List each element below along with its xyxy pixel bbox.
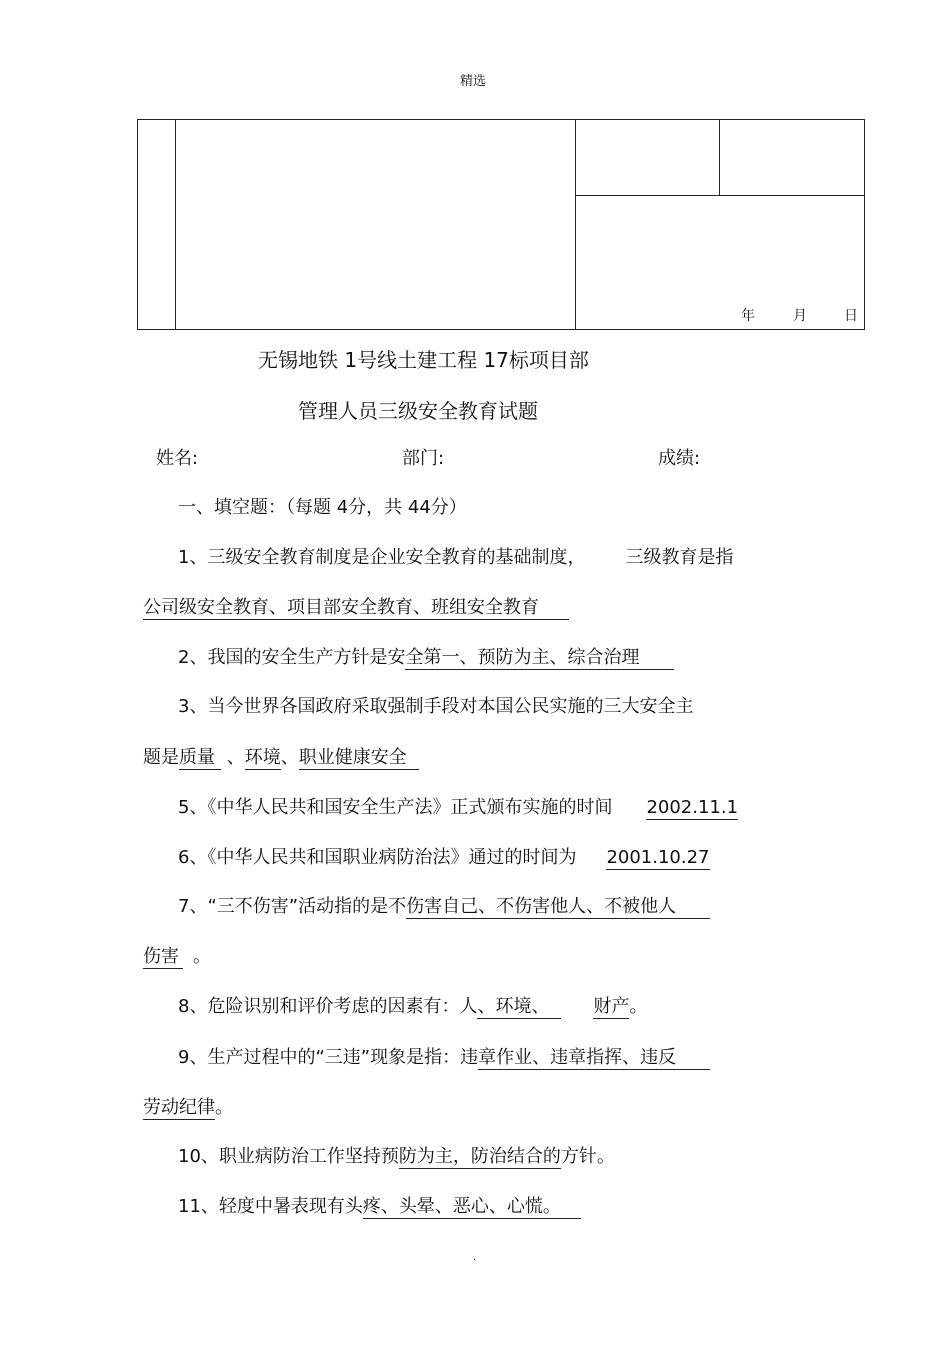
date-year: 年 <box>741 308 755 324</box>
answer-blank: 劳动纪律 <box>143 1097 215 1118</box>
question-text: 1、三级安全教育制度是企业安全教育的基础制度， <box>178 547 586 568</box>
answer-blank: 、环境、 <box>477 996 561 1019</box>
answer-blank: 伤害 <box>143 946 183 969</box>
date-month: 月 <box>793 308 807 324</box>
question-text: 题是 <box>143 747 179 768</box>
section-heading: 一、填空题：（每题 4分，共 44分） <box>178 497 467 518</box>
separator: 、 <box>226 747 245 768</box>
question-text: 9、生产过程中的“三违”现象是指：违 <box>178 1047 479 1068</box>
dept-field-label: 部门: <box>402 448 445 469</box>
answer-blank: 2001.10.27 <box>606 847 710 868</box>
answer-blank: 2002.11.1 <box>646 797 739 818</box>
footer-mark: . <box>473 1252 477 1263</box>
form-divider <box>575 195 864 196</box>
title-line-1: 无锡地铁 1号线土建工程 17标项目部 <box>258 348 589 372</box>
question-text: 11、轻度中暑表现有头 <box>178 1196 363 1217</box>
answer-blank: 质量 <box>179 747 221 770</box>
question-7-answer <box>143 942 211 968</box>
question-3: 3、当今世界各国政府采取强制手段对本国公民实施的三大安全主 <box>178 696 694 717</box>
question-6 <box>178 843 710 869</box>
question-text: 三级教育是指 <box>625 547 734 568</box>
question-text: 6、《中华人民共和国职业病防治法》通过的时间为 <box>178 847 577 868</box>
answer-blank: 财产 <box>593 996 630 1017</box>
name-field-label: 姓名: <box>156 448 199 469</box>
answer-blank: 公司级安全教育、项目部安全教育、班组安全教育 <box>143 597 569 620</box>
question-1-answer <box>143 593 569 619</box>
form-box <box>137 119 865 330</box>
question-text: 方针。 <box>560 1146 615 1167</box>
question-text: 8、危险识别和评价考虑的因素有：人 <box>178 996 478 1017</box>
question-2 <box>178 643 674 669</box>
question-text: 。 <box>629 996 648 1017</box>
question-text: 7、“三不伤害”活动指的是不 <box>178 896 407 917</box>
form-divider <box>175 120 176 329</box>
question-8 <box>178 992 647 1018</box>
question-7 <box>178 892 710 918</box>
question-text: 。 <box>215 1097 233 1118</box>
question-text: 10、职业病防治工作坚持预 <box>178 1146 399 1167</box>
title-line-2: 管理人员三级安全教育试题 <box>298 399 538 423</box>
question-1 <box>178 543 733 569</box>
answer-blank: 疼、头晕、恶心、心慌。 <box>363 1196 581 1219</box>
separator: 、 <box>280 747 299 768</box>
answer-blank: 章作业、违章指挥、违反 <box>478 1047 710 1070</box>
form-divider <box>575 120 576 329</box>
question-3-answer <box>143 743 419 769</box>
answer-blank: 职业健康安全 <box>299 747 419 770</box>
question-5 <box>178 793 738 819</box>
question-10 <box>178 1142 615 1168</box>
answer-blank: 防为主，防治结合的 <box>398 1146 561 1167</box>
page-header: 精选 <box>460 74 487 89</box>
question-11 <box>178 1192 581 1218</box>
answer-blank: 伤害自己、不伤害他人、不被他人 <box>406 896 710 919</box>
answer-blank: 环境 <box>244 747 281 768</box>
question-text: 。 <box>193 946 211 967</box>
question-9 <box>178 1043 710 1069</box>
date-day: 日 <box>844 308 858 324</box>
score-field-label: 成绩: <box>658 448 701 469</box>
form-divider <box>719 120 720 195</box>
question-text: 5、《中华人民共和国安全生产法》正式颁布实施的时间 <box>178 797 613 818</box>
answer-blank: 全第一、预防为主、综合治理 <box>405 647 674 670</box>
question-9-answer <box>143 1093 233 1119</box>
question-text: 2、我国的安全生产方针是安 <box>178 647 406 668</box>
